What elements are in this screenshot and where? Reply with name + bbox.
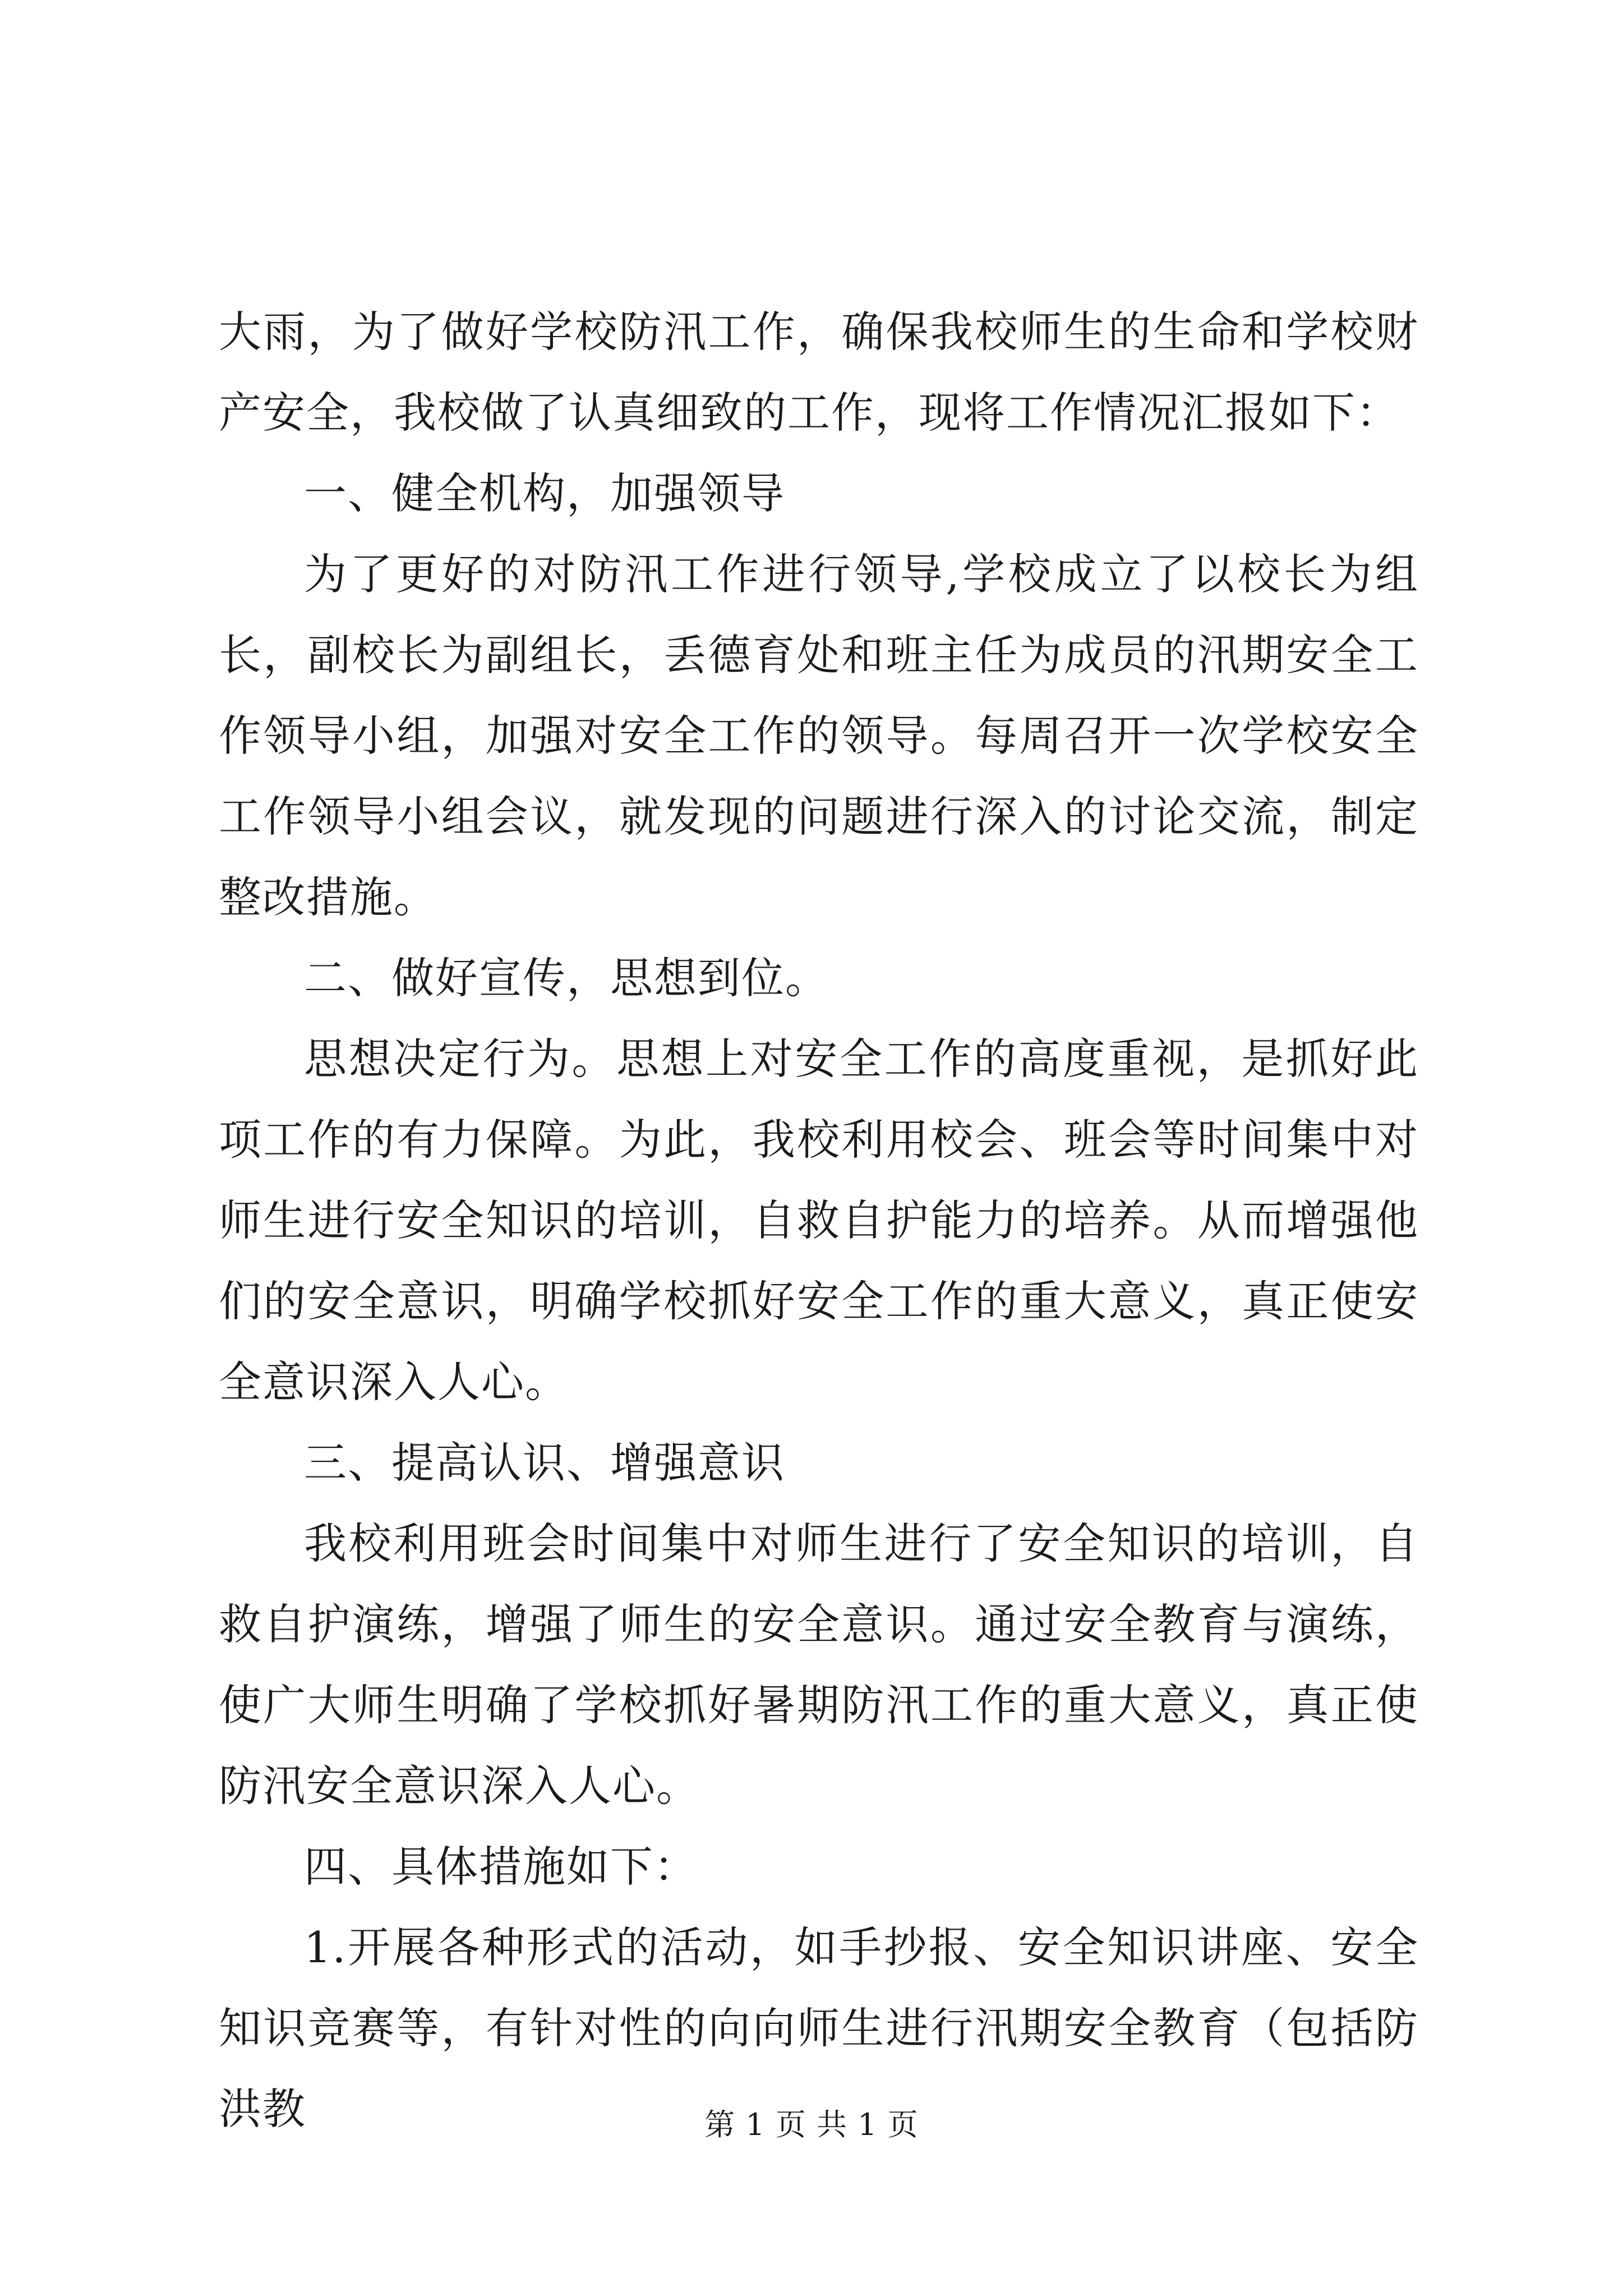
paragraph-measure-1: 1.开展各种形式的活动，如手抄报、安全知识讲座、安全知识竞赛等，有针对性的向向师生进行汛期安全教育（包括防洪教 [219,1922,1419,2134]
paragraph-intro: 大雨，为了做好学校防汛工作，确保我校师生的生命和学校财产安全，我校做了认真细致的工作，现将工作情况汇报如下： [219,307,1419,438]
paragraph-section-2: 思想决定行为。思想上对安全工作的高度重视，是抓好此项工作的有力保障。为此，我校利用校会、班会等时间集中对师生进行安全知识的培训，自救自护能力的培养。从而增强他们的安全意识，明确学校抓好安全工作的重大意义，真正使安全意识深入人心。 [219,1034,1419,1407]
section-heading-3: 三、提高认识、增强意识 [304,1438,785,1488]
document-body [219,292,1419,2150]
section-heading-2: 二、做好宣传，思想到位。 [304,953,829,1003]
paragraph-section-1: 为了更好的对防汛工作进行领导,学校成立了以校长为组长，副校长为副组长，丢德育处和班主任为成员的汛期安全工作领导小组，加强对安全工作的领导。每周召开一次学校安全工作领导小组会议，就发现的问题进行深入的讨论交流，制定整改措施。 [219,549,1419,922]
page-number-footer: 第 1 页 共 1 页 [704,2107,919,2142]
section-heading-1: 一、健全机构，加强领导 [304,468,785,518]
paragraph-section-3: 我校利用班会时间集中对师生进行了安全知识的培训，自救自护演练，增强了师生的安全意识。通过安全教育与演练，使广大师生明确了学校抓好暑期防汛工作的重大意义，真正使防汛安全意识深入人心。 [219,1519,1419,1811]
section-heading-4: 四、具体措施如下： [304,1842,698,1892]
